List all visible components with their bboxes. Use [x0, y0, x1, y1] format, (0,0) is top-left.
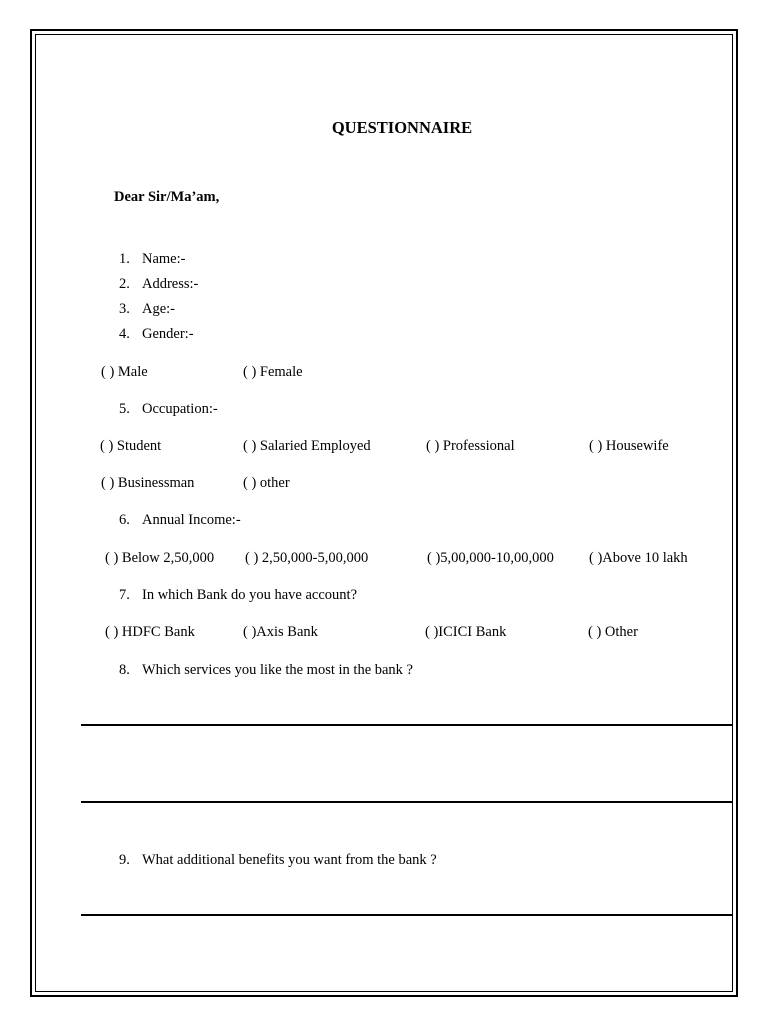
q2-number: 2. [119, 276, 130, 292]
greeting: Dear Sir/Ma’am, [114, 189, 220, 205]
answer-line[interactable] [81, 914, 732, 916]
q5-text: Occupation:- [142, 401, 218, 417]
option-student[interactable]: ( ) Student [100, 438, 162, 454]
option-salaried[interactable]: ( ) Salaried Employed [243, 438, 371, 454]
q1-number: 1. [119, 251, 130, 267]
q4-text: Gender:- [142, 326, 194, 342]
page-border-inner [35, 34, 733, 992]
q9-number: 9. [119, 852, 130, 868]
q3-text: Age:- [142, 301, 176, 317]
q7-number: 7. [119, 587, 130, 603]
option-other-occupation[interactable]: ( ) other [243, 475, 290, 491]
option-icici[interactable]: ( )ICICI Bank [425, 624, 507, 640]
answer-line[interactable] [81, 724, 732, 726]
option-income-high[interactable]: ( )5,00,000-10,00,000 [427, 550, 554, 566]
option-income-below[interactable]: ( ) Below 2,50,000 [105, 550, 215, 566]
option-income-mid[interactable]: ( ) 2,50,000-5,00,000 [245, 550, 369, 566]
option-professional[interactable]: ( ) Professional [426, 438, 515, 454]
option-income-above[interactable]: ( )Above 10 lakh [589, 550, 688, 566]
page-title: QUESTIONNAIRE [331, 118, 473, 137]
option-male[interactable]: ( ) Male [101, 364, 148, 380]
option-other-bank[interactable]: ( ) Other [588, 624, 638, 640]
q7-text: In which Bank do you have account? [142, 587, 358, 603]
q6-text: Annual Income:- [142, 512, 241, 528]
answer-line[interactable] [81, 801, 732, 803]
q4-number: 4. [119, 326, 130, 342]
q9-text: What additional benefits you want from the bank ? [142, 852, 437, 868]
option-female[interactable]: ( ) Female [243, 364, 303, 380]
option-housewife[interactable]: ( ) Housewife [589, 438, 669, 454]
q3-number: 3. [119, 301, 130, 317]
q5-number: 5. [119, 401, 130, 417]
q8-text: Which services you like the most in the bank ? [142, 662, 413, 678]
q8-number: 8. [119, 662, 130, 678]
q1-text: Name:- [142, 251, 186, 267]
option-hdfc[interactable]: ( ) HDFC Bank [105, 624, 195, 640]
option-axis[interactable]: ( )Axis Bank [243, 624, 318, 640]
q6-number: 6. [119, 512, 130, 528]
q2-text: Address:- [142, 276, 199, 292]
option-businessman[interactable]: ( ) Businessman [101, 475, 195, 491]
